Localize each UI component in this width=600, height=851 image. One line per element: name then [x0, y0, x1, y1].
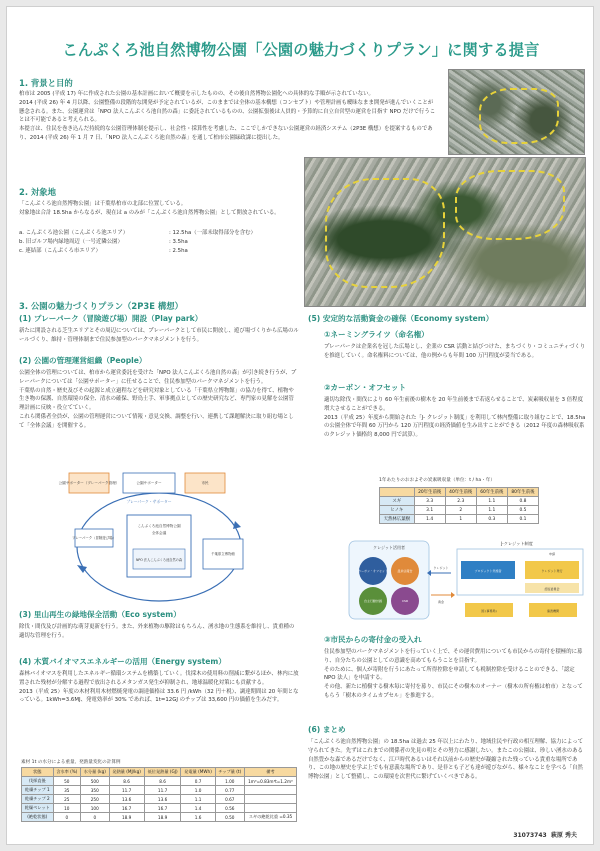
table-cell: スギ	[380, 497, 415, 506]
table-header: チップ量 (t)	[215, 768, 244, 777]
table-row	[22, 804, 297, 813]
plan-heading: 3. 公園の魅力づくりプラン（2P3E 構想）	[19, 301, 183, 311]
table-row	[22, 795, 297, 804]
carbon-table	[379, 487, 539, 524]
table-header: 発電量 (MWh)	[181, 768, 215, 777]
site-area-name: b. 旧ゴルフ場内緑地周辺（一号近隣公園）	[19, 238, 123, 245]
playpark-heading: (1) プレーパーク（冒険遊び場）開設（Play park）	[19, 314, 203, 323]
table-header: 60年生前後	[476, 488, 507, 497]
table-cell: 1.0	[181, 786, 215, 795]
credit-user-title: クレジット活用者	[373, 545, 405, 550]
table-cell: 18.9	[109, 813, 144, 822]
site-area-values	[169, 229, 299, 255]
table-cell: 1m³=0.83m³t=1.2m³	[244, 777, 296, 786]
table-row	[380, 515, 539, 524]
aerial-photo-overview	[448, 69, 585, 155]
table-cell: 0.8	[507, 497, 538, 506]
poster-title: こんぷくろ池自然博物公園「公園の魅力づくりプラン」に関する提言	[62, 41, 540, 59]
central-line: 全体会議	[151, 531, 167, 535]
table-cell: 35	[53, 786, 80, 795]
carbon-offset-paragraph: 適切な除伐・間伐により 60 年生前後の樹木を 20 年生前後まで若返らせることで、炭素吸収量を 3 倍程度増大させることができる。	[324, 397, 583, 412]
table-cell: 13.6	[144, 795, 181, 804]
table-cell: ヒノキ	[380, 506, 415, 515]
table-cell: (絶乾状態)	[22, 813, 54, 822]
site-area-names	[19, 229, 169, 255]
table-cell: 11.7	[144, 786, 181, 795]
table-cell	[244, 786, 296, 795]
table-header-row	[380, 488, 539, 497]
table-cell: 乾燥チップ 2	[22, 795, 54, 804]
biomass-table	[21, 767, 297, 822]
table-cell: 25	[53, 795, 80, 804]
table-cell: 8.6	[144, 777, 181, 786]
credit-use-label: 自主行動計画	[363, 599, 383, 603]
credit-use-label: 温対法報告	[397, 569, 413, 573]
background-text	[19, 90, 437, 143]
table-row	[380, 506, 539, 515]
site-line: 「こんぷくろ池自然博物公園」は千葉県柏市の北部に位置している。	[19, 201, 187, 207]
box-supporter-label: 公園サポーター	[136, 481, 162, 485]
summary-heading: (6) まとめ	[308, 725, 346, 734]
aerial-photo-site	[304, 157, 586, 307]
table-cell: 0.67	[215, 795, 244, 804]
table-header: 低位発熱量 (GJ)	[144, 768, 181, 777]
table-cell: 250	[80, 795, 109, 804]
table-header-row	[22, 768, 297, 777]
donation-text	[324, 648, 586, 701]
table-row	[380, 497, 539, 506]
table-cell: 乾燥チップ 1	[22, 786, 54, 795]
table-row	[22, 813, 297, 822]
donation-paragraph: その他、新たに植樹する樹木毎に寄付を募り、市民にその樹木のオーナー（樹木の所有権は柏市）となってもらう「樹木のタイムカプセル」を推進する。	[324, 684, 583, 699]
people-heading: (2) 公園の管理運営組織（People）	[19, 356, 147, 365]
site-area-value: : 12.5ha（一部未取得部分を含む）	[169, 230, 256, 236]
background-paragraph: 柏市は 2005 (平成 17) 年に作成された公園の基本計画において概要を示したものの、その後自然博物公園化への具体的な手順が示されていない。	[19, 91, 374, 97]
table-cell: 0.77	[215, 786, 244, 795]
table-cell	[244, 795, 296, 804]
naming-rights-text: プレーパークは企業名を冠した広場とし、企業の CSR 活動と結びつけた、まちづくり・コミュニティづくりを推進していく。命名権料については、他の例からも年間 100 万円程度が妥当である。	[324, 344, 586, 359]
carbon-offset-text	[324, 396, 586, 440]
issue-label: クレジット発行	[541, 569, 563, 573]
organization-diagram	[58, 469, 247, 607]
student-id: 31073743	[513, 832, 547, 839]
credit-use-label: カーボン・オフセット	[358, 569, 388, 573]
table-cell: 0	[80, 813, 109, 822]
table-cell: 0.50	[215, 813, 244, 822]
table-cell: 3.3	[414, 497, 445, 506]
naming-rights-heading: ①ネーミングライツ（命名権）	[324, 330, 429, 339]
table-cell: 16.7	[109, 804, 144, 813]
table-cell: 伐採直後	[22, 777, 54, 786]
j-credit-diagram	[347, 537, 587, 623]
cycle-arrow	[233, 521, 241, 529]
table-cell: 乾燥ペレット	[22, 804, 54, 813]
table-cell: 8.6	[109, 777, 144, 786]
flow-arrow-head	[451, 592, 455, 598]
table-header: 水分量 (kg)	[80, 768, 109, 777]
table-row	[22, 777, 297, 786]
author-footer	[513, 830, 577, 839]
table-header: 状態	[22, 768, 54, 777]
table-cell: 50	[53, 777, 80, 786]
apply-label: 申請	[548, 552, 556, 556]
supporter-flow-label: プレーパーク・サポーター	[126, 499, 172, 504]
box-playpark-label: プレーパーク（冒険遊び場）	[72, 536, 116, 540]
table-cell: 11.7	[109, 786, 144, 795]
table-cell: 0	[53, 813, 80, 822]
donation-paragraph: そのために、個人が寄附を行うにあたって所得控除を申請しても税制控除を受けることのできる、「認定 NPO 法人」を申請する。	[324, 666, 575, 682]
table-cell: 1.1	[181, 795, 215, 804]
box-museum-label: 千葉県立博物館	[211, 552, 235, 556]
table-cell: 10	[53, 804, 80, 813]
box-citizens-label: 市民	[201, 481, 209, 485]
central-line: こんぷくろ池自然博物公園	[137, 524, 181, 528]
flow-label: 資金	[437, 600, 445, 604]
project-label: プロジェクト実施者	[474, 569, 502, 573]
table-cell: 500	[80, 777, 109, 786]
review-org-label: 審査機関	[546, 609, 560, 613]
site-area-name: c. 連結部（こんぷくろ市エリア）	[19, 247, 101, 254]
table-cell: 0.1	[507, 515, 538, 524]
summary-text: 「こんぷくろ池自然博物公園」の 18.5ha は過去 25 年以上にわたり、地域住民や行政の相互理解、協力によって守られてきた。先ずはこれまでの関係者の先見の明とその努力に感謝したい。またこの公園は、珍しい湧水のある自然豊かな森であるだけでなく、江戸時代あるいはそれ以前からの歴史が凝縮された残っている貴重な場所であり、この地の歴史を学ぶ上でも有意義な場所であり、是非とも子ども達が遊びながら、様々なことを学べる「自然博物公園」として整備し、この環境を次世代に繋げていくべきである。	[308, 739, 584, 780]
eco-text: 除伐・間伐及び計画的な萌芽更新を行う。また、外来植物の駆除はもちろん、湧水地の生態系を維持し、貴重種の適切な管理を行う。	[19, 624, 295, 639]
table-cell: 1.6	[181, 813, 215, 822]
table-cell: 1.00	[215, 777, 244, 786]
people-paragraph: 公園全体の管理については、柏市から運営委託を受けた「NPO 法人こんぷくろ池自然の森」が引き続き行うが、プレーパークについては「公園サポーター」に任せることで、住民参加型のパークマネジメントを行う。	[19, 370, 297, 385]
site-heading: 2. 対象地	[19, 187, 57, 197]
table-cell: 18.9	[144, 813, 181, 822]
park-boundary-outline	[325, 178, 445, 288]
table-header: 含水率 (%)	[53, 768, 80, 777]
carbon-offset-paragraph: 2013（平成 25）年度から開始された「J- クレジット制度」を利用して林内整備に取り組むことで、18.5ha の公園全体で年間 60 万円から 120 万円程度の経済価値を生み出すことができる（2012 年度の森林吸収系のクレジット価格約 8,000 円で試算）。	[324, 414, 586, 438]
table-cell	[244, 804, 296, 813]
energy-table-caption: 素材 1t の水分による重量、発熱量変化の計算例	[21, 760, 121, 765]
playpark-text: 新たに開設される芝生エリアとその周辺については、プレーパークとして市民に開放し、遊び場づくりから広場のルールづくり、維持・管理体制まで住民参加型のパークマネジメントを行う。	[19, 328, 299, 343]
credit-use-label: CSR	[401, 599, 409, 603]
flow-label: クレジット	[433, 566, 449, 570]
table-cell: スギの絶乾比重 =0.35	[244, 813, 296, 822]
donation-paragraph: 住民参加型のパークマネジメントを行っていく上で、その運営費用についても市民からの寄付を積極的に募り、自分たちの公園としての意識を高めてもらうことを目指す。	[324, 649, 583, 664]
table-cell: 2	[445, 506, 476, 515]
j-credit-title: J-クレジット制度	[501, 541, 533, 546]
table-header	[380, 488, 415, 497]
background-heading: 1. 背景と目的	[19, 78, 73, 88]
table-cell: 天然林広葉樹	[380, 515, 415, 524]
site-area-name: a. こんぷくろ池公園（こんぷくろ池エリア）	[19, 230, 129, 236]
table-cell: 0.3	[476, 515, 507, 524]
table-header: 備考	[244, 768, 296, 777]
table-header: 20年生前後	[414, 488, 445, 497]
table-cell: 13.6	[109, 795, 144, 804]
people-paragraph: 千葉県の自然・歴史及びその起源と成立過程などを研究対象としている「千葉県立博物館」の協力を得て、植物や生き物の保護、自然環境の保全、清水の確保、野鳥士手、軍事拠点としての歴史研究など、専門家の見解を公園管理計画に反映・役立てていく。	[19, 387, 294, 411]
energy-text	[19, 670, 299, 705]
poster	[6, 6, 594, 845]
economy-heading: (5) 安定的な活動資金の確保（Economy system）	[308, 314, 494, 323]
park-boundary-outline	[479, 88, 559, 144]
table-cell: 0.7	[181, 777, 215, 786]
energy-paragraph: 2013（平成 25）年度の木材利用木材燃焼発電の調達価格は 33.6 円 /kWh（32 円＋税）、調達期間は 20 年間となっている。1kWh=3.6MJ、発電効率が 30% であれば、1t=12GJ のチップは 33,600 円の価値を生みだす。	[19, 688, 299, 704]
table-cell: 1	[445, 515, 476, 524]
energy-heading: (4) 木質バイオマスエネルギーの活用（Energy system）	[19, 657, 226, 666]
author-name: 萩原 秀夫	[550, 832, 577, 839]
table-cell: 1.4	[414, 515, 445, 524]
background-paragraph: 2014 (平成 26) 年 4 月以降、公園整備の段階的な開発が予定されているが、このままでは全体の基本構想（コンセプト）や管理計画も曖昧なまま開発が進んでいくことが懸念される。また、公園運営は「NPO 法人こんぷくろ池自然の森」に委託されているものの、公園拡張後は人員的・予算的に自立自営型の運営を目指す NPO だけで行うことは不可能であると考えられる。	[19, 99, 436, 124]
carbon-table-caption: 1年あたりのおおよその炭素吸収量（単位：t / ha・年）	[379, 478, 495, 483]
box-npo-label: NPO 法人こんぷくろ池自然の森	[135, 558, 183, 562]
site-text	[19, 200, 297, 218]
park-boundary-outline	[455, 170, 565, 240]
table-cell: 350	[80, 786, 109, 795]
table-cell: 0.56	[215, 804, 244, 813]
donation-heading: ③市民からの寄付金の受入れ	[324, 635, 422, 644]
site-area-value: : 2.5ha	[169, 247, 188, 254]
site-area-value: : 3.5ha	[169, 238, 188, 245]
table-cell: 2.3	[445, 497, 476, 506]
table-header: 80年生前後	[507, 488, 538, 497]
table-cell: 1.1	[476, 506, 507, 515]
background-paragraph: 本提言は、住民を巻き込んだ持続的な公園管理体制を提示し、社会性・採算性を考慮した、ここでしかできない公園運営の経済システム（2P3E 構想）を提案するものであり、2014 (平成 26) 年 1 月 7 日、「NPO 法人こんぷくろ池自然の森」を通して柏市公園緑政課に提出した。	[19, 126, 433, 141]
table-cell: 1.1	[476, 497, 507, 506]
committee-label: 認証委員会	[544, 587, 560, 591]
national-office-label: 国 (事務局)	[481, 609, 497, 613]
table-cell: 0.5	[507, 506, 538, 515]
site-line: 対象地は合計 18.5ha からなるが、現在は a のみが「こんぷくろ池自然博物公園」として開放されている。	[19, 209, 280, 216]
table-header: 発熱量 (MJ/kg)	[109, 768, 144, 777]
carbon-offset-heading: ②カーボン・オフセット	[324, 383, 407, 392]
table-header: 40年生前後	[445, 488, 476, 497]
table-cell: 16.7	[144, 804, 181, 813]
people-text	[19, 369, 299, 430]
eco-heading: (3) 里山再生の緑地保全活動（Eco system）	[19, 610, 181, 619]
box-supporter-playpark-label: 公園サポーター（プレーパーク管理）	[58, 481, 120, 485]
people-paragraph: これら関係者全員が、公園の管理運営について情報・意見交換、調整を行い、連携して課題解決に取り組む場として「全体会議」を開催する。	[19, 413, 294, 429]
table-cell: 100	[80, 804, 109, 813]
energy-paragraph: 森林バイオマスを利用したエネルギー循環システムを構築していく。伐採木の使用料の削減に繋がるほか、林内に放置された残材が分解する過程で放出されるメタンガス発生が抑制され、地球温暖化対策にも貢献する。	[19, 671, 299, 686]
table-cell: 1.4	[181, 804, 215, 813]
table-cell: 3.1	[414, 506, 445, 515]
table-row	[22, 786, 297, 795]
